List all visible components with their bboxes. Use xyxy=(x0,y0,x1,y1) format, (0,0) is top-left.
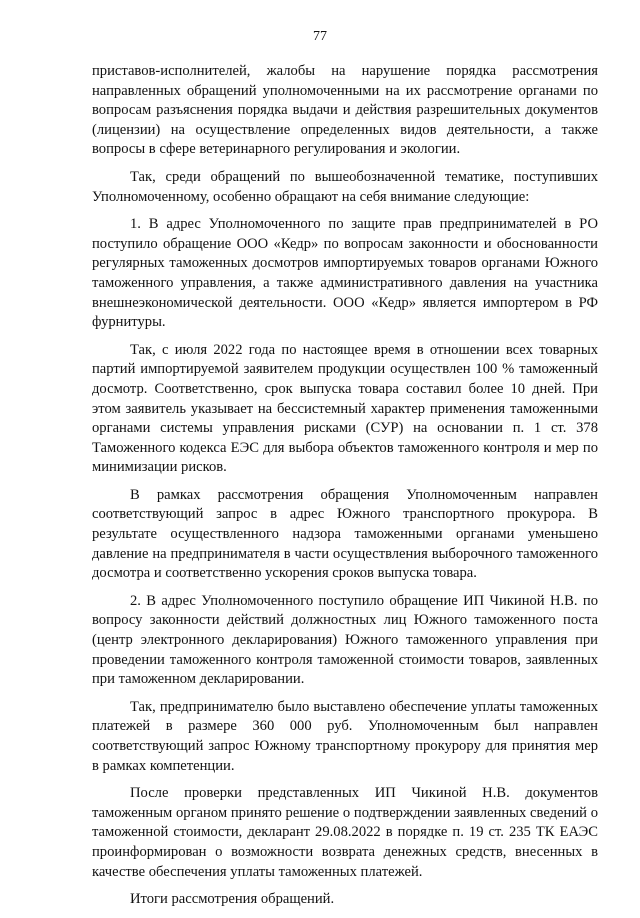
page-number: 77 xyxy=(313,29,327,44)
text-body xyxy=(92,62,598,918)
paragraph-case-2-details: Так, предпринимателю было выставлено обеспечение уплаты таможенных платежей в размере 360 000 руб. Уполномоченным был направлен соответствующий запрос Южному транспортному прокурору для принятия мер в рамках компетенции. xyxy=(92,698,598,774)
paragraph-intro: Так, среди обращений по вышеобозначенной тематике, поступивших Уполномоченному, особенно обращают на себя внимание следующие: xyxy=(92,168,598,205)
paragraph-case-2-result: После проверки представленных ИП Чикиной Н.В. документов таможенным органом принято решение о подтверждении заявленных сведений о таможенной стоимости, декларант 29.08.2022 в порядке п. 19 ст. 235 ТК ЕАЭС проинформирован о возможности возврата денежных средств, внесенных в качестве обеспечения уплаты таможенных платежей. xyxy=(92,785,598,880)
paragraph-case-1-result: В рамках рассмотрения обращения Уполномоченным направлен соответствующий запрос в адрес Южного транспортного прокурора. В результате осуществленного надзора таможенными органами уменьшено давление на предпринимателя в части осуществления выборочного таможенного досмотра и соответственно ускорения сроков выпуска товара. xyxy=(92,486,598,582)
paragraph-case-1: 1. В адрес Уполномоченного по защите прав предпринимателей в РО поступило обращение ООО «Кедр» по вопросам законности и обоснованности регулярных таможенных досмотров импортируемых товаров органами Южного таможенного управления, а также административного давления на участника внешнеэкономической деятельности. ООО «Кедр» является импортером в РФ фурнитуры. xyxy=(92,216,598,331)
paragraph-case-1-details: Так, с июля 2022 года по настоящее время в отношении всех товарных партий импортируемой заявителем продукции осуществлен 100 % таможенный досмотр. Соответственно, срок выпуска товара составил более 10 дней. При этом заявитель указывает на бессистемный характер применения таможенными органами системы управления рисками (СУР) на основании п. 1 ст. 378 Таможенного кодекса ЕЭС для выбора объектов таможенного контроля и мер по минимизации рисков. xyxy=(92,341,598,476)
paragraph-summary: Итоги рассмотрения обращений. xyxy=(130,891,335,908)
paragraph-continuation: приставов-исполнителей, жалобы на нарушение порядка рассмотрения направленных обращений уполномоченными на их рассмотрение органами по вопросам разъяснения порядка выдачи и действия разрешительных документов (лицензии) на осуществление определенных видов деятельности, а также вопросы в сфере ветеринарного регулирования и экологии. xyxy=(92,63,598,158)
paragraph-case-2: 2. В адрес Уполномоченного поступило обращение ИП Чикиной Н.В. по вопросу законности действий должностных лиц Южного таможенного поста (центр электронного декларирования) Южного таможенного управления при проведении таможенного контроля таможенной стоимости товаров, заявленных при таможенном декларировании. xyxy=(92,592,598,688)
